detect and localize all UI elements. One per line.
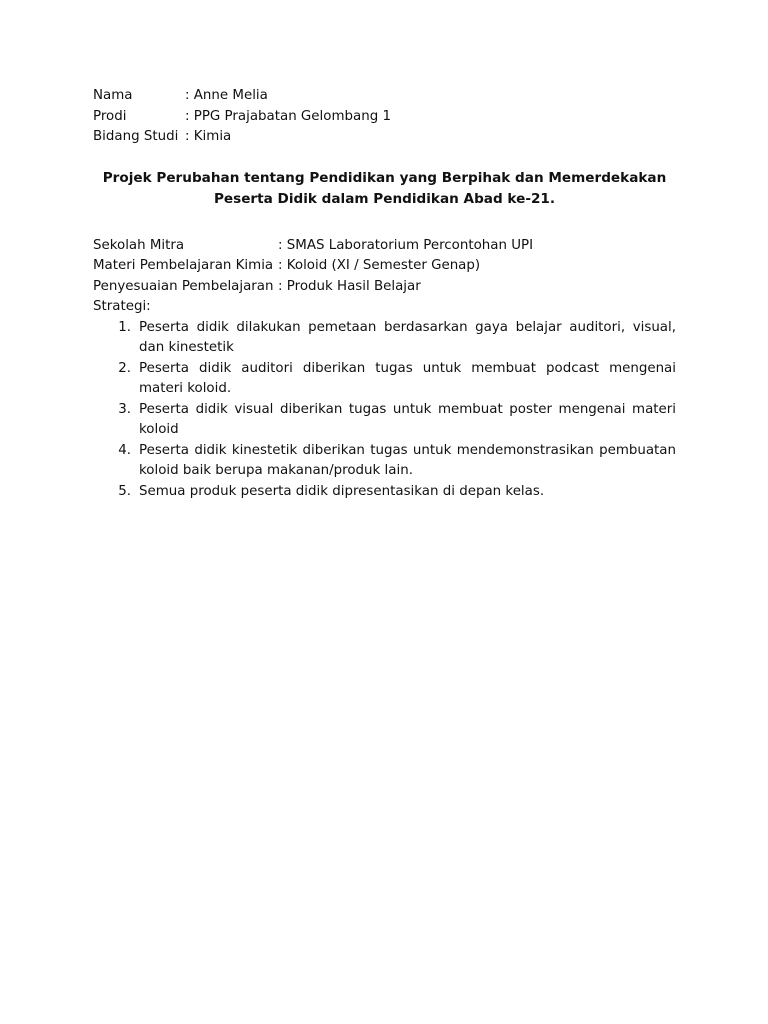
details-value: : Koloid (XI / Semester Genap)	[278, 258, 481, 273]
strategy-list	[93, 318, 676, 503]
list-item-number: 1.	[118, 319, 131, 335]
list-item	[93, 400, 676, 441]
identity-value: : Anne Melia	[185, 88, 268, 103]
details-value: : SMAS Laboratorium Percontohan UPI	[278, 237, 534, 253]
list-item	[93, 318, 676, 359]
list-item	[93, 441, 676, 482]
identity-block	[93, 86, 676, 148]
document-title: Projek Perubahan tentang Pendidikan yang Berpihak dan Memerdekakan Peserta Didik dalam Pendidikan Abad ke-21.	[102, 169, 667, 207]
details-row-adjustment	[93, 277, 676, 298]
identity-key: Bidang Studi	[93, 129, 179, 144]
details-value: : Produk Hasil Belajar	[278, 278, 421, 294]
identity-row-program	[93, 107, 676, 128]
list-item-text: Peserta didik auditori diberikan tugas untuk membuat podcast mengenai materi koloid.	[139, 360, 676, 396]
list-item-number: 4.	[118, 442, 131, 458]
details-block	[93, 236, 676, 503]
identity-row-name	[93, 86, 676, 107]
list-item-text: Semua produk peserta didik dipresentasikan di depan kelas.	[139, 483, 545, 499]
list-item	[93, 359, 676, 400]
list-item	[93, 482, 676, 503]
identity-key: Prodi	[93, 108, 127, 124]
details-key: Sekolah Mitra	[93, 237, 185, 253]
list-item-number: 3.	[118, 401, 131, 417]
list-item-text: Peserta didik dilakukan pemetaan berdasarkan gaya belajar auditori, visual, dan kinestetik	[139, 319, 676, 355]
identity-key: Nama	[93, 88, 133, 103]
list-item-text: Peserta didik kinestetik diberikan tugas untuk mendemonstrasikan pembuatan koloid baik berupa makanan/produk lain.	[139, 442, 676, 478]
details-key: Materi Pembelajaran Kimia	[93, 258, 274, 273]
identity-value: : Kimia	[185, 129, 232, 144]
strategy-label: Strategi:	[93, 299, 151, 314]
document-page	[93, 86, 676, 502]
details-key: Penyesuaian Pembelajaran	[93, 278, 274, 294]
details-row-school	[93, 236, 676, 257]
identity-row-field	[93, 127, 676, 148]
identity-value: : PPG Prajabatan Gelombang 1	[185, 108, 391, 124]
list-item-text: Peserta didik visual diberikan tugas untuk membuat poster mengenai materi koloid	[139, 401, 676, 437]
details-row-material	[93, 256, 676, 277]
list-item-number: 5.	[118, 483, 131, 499]
list-item-number: 2.	[118, 360, 131, 376]
